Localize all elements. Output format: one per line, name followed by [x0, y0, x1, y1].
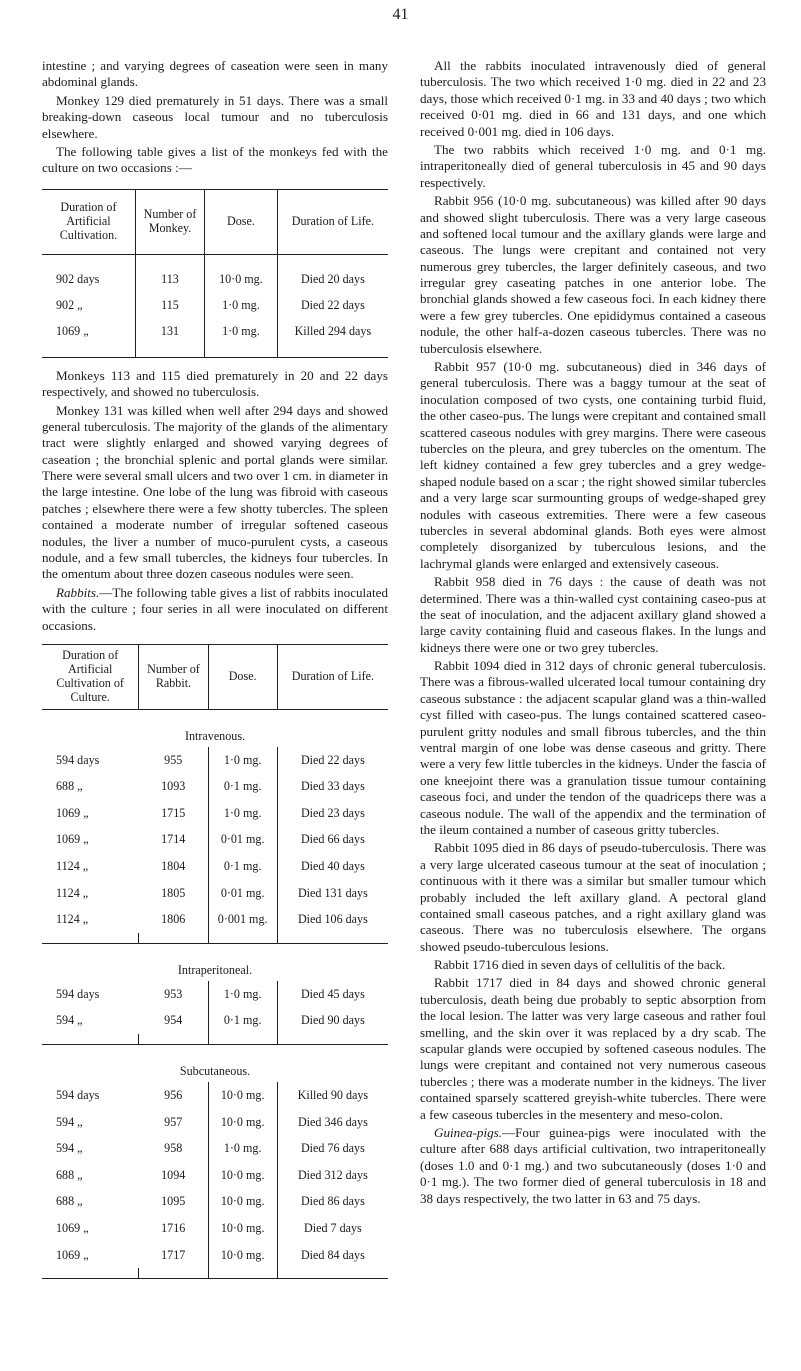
- cell-life: Died 33 days: [300, 779, 365, 794]
- section-title: Intravenous.: [184, 728, 246, 743]
- column-header: Dose.: [205, 189, 278, 254]
- table-row: [42, 827, 388, 854]
- cell-dose: 10·0 mg.: [208, 1242, 277, 1269]
- cell-number: 957: [139, 1109, 208, 1136]
- paragraph: Monkeys 113 and 115 died prematurely in 20 and 22 days respectively, and showed no tuberculosis.: [42, 367, 388, 400]
- cell-dose: 10·0 mg.: [208, 1082, 277, 1109]
- table-row: [42, 880, 388, 907]
- table-row: [42, 853, 388, 880]
- cell-number: 1715: [139, 800, 208, 827]
- cell-dose: 1·0 mg.: [208, 800, 277, 827]
- column-header: Dose.: [208, 644, 277, 709]
- table-row: [42, 1008, 388, 1035]
- table-row: 902 days 113 10·0 mg. Died 20 days: [42, 267, 388, 293]
- paragraph: The two rabbits which received 1·0 mg. and 0·1 mg. intraperitoneally died of general tuberculosis in 45 and 90 days respectively.: [420, 141, 766, 190]
- cell-number: 1095: [139, 1189, 208, 1216]
- cell-life: Died 346 days: [297, 1114, 368, 1129]
- table-row: [42, 774, 388, 801]
- cell-duration: 594 days: [56, 1088, 100, 1103]
- cell-duration: 688 „: [56, 779, 83, 794]
- cell-dose: 0·1 mg.: [208, 1008, 277, 1035]
- column-header: Number of Rabbit.: [139, 644, 208, 709]
- cell-life: Died 76 days: [300, 1141, 365, 1156]
- paragraph: Rabbit 1095 died in 86 days of pseudo-tuberculosis. There was a very large ulcerated caseous tumour at the seat of inoculation ; continuous with it there was a similar but smaller tumour which probably included the left axillary gland. A pectoral gland contained small caseous patches, and a right axillary gland was caseous. There was no tuberculosis elsewhere. The organs showed pseudo-tuberculous lesions.: [420, 840, 766, 954]
- cell-dose: 0·1 mg.: [208, 774, 277, 801]
- table-row: [42, 1162, 388, 1189]
- rabbit-table: [42, 644, 388, 1280]
- section-title: Subcutaneous.: [42, 1045, 388, 1083]
- section-label: Rabbits.: [56, 584, 100, 600]
- section-title: Intraperitoneal.: [42, 944, 388, 982]
- cell-life: Died 84 days: [300, 1247, 365, 1262]
- cell-duration: 1124 „: [56, 912, 89, 927]
- paragraph: All the rabbits inoculated intravenously died of general tuberculosis. The two which received 1·0 mg. died in 22 and 23 days, those which received 0·1 mg. in 33 and 40 days ; two which received 0·01 mg. died in 66 and 131 days, and one which received 0·001 mg. died in 106 days.: [420, 58, 766, 139]
- cell-duration: 594 days: [56, 986, 100, 1001]
- paragraph: intestine ; and varying degrees of caseation were seen in many abdominal glands.: [42, 58, 388, 90]
- cell-dose: 0·1 mg.: [208, 853, 277, 880]
- cell-duration: 594 „: [56, 1013, 83, 1028]
- cell-duration: 688 „: [56, 1167, 83, 1182]
- paragraph: Rabbit 957 (10·0 mg. subcutaneous) died in 346 days of general tuberculosis. There was a baggy tumour at the seat of inoculation composed of two cysts, one containing turbid fluid, the other caseo-pus. The lungs were crepitant and contained small scattered caseous nodules with grey margins. There were caseous tubercles on the pleura, and grey tubercles on the omentum. The left kidney contained a few grey tubercles and a grey wedge-shaped nodule based on a scar ; the right showed similar tubercles and a very large scar surmounting groups of wedge-shaped grey nodules with caseous extremities. There were a few caseous tubercles in several abdominal glands. Both eyes were almost completely disorganized by tuberculous lesions, and the lachrymal glands were enlarged and extensively caseous.: [420, 359, 766, 571]
- table-row: [42, 1215, 388, 1242]
- table-row: [42, 1109, 388, 1136]
- cell-number: 1093: [139, 774, 208, 801]
- page-number: 41: [392, 6, 409, 23]
- table-row: [42, 747, 388, 774]
- cell-dose: 1·0 mg.: [208, 747, 277, 774]
- paragraph: Rabbit 958 died in 76 days : the cause of death was not determined. There was a thin-walled cyst containing caseo-pus at the seat of inoculation, and the adjacent axillary gland showed a large cavity containing fluid and caseous flakes. In the lungs and kidneys there were one or two grey tubercles.: [420, 574, 766, 655]
- cell-dose: 0·001 mg.: [208, 907, 277, 934]
- cell-duration: 594 „: [56, 1114, 83, 1129]
- cell-life: Died 106 days: [297, 912, 368, 927]
- cell-number: 1094: [139, 1162, 208, 1189]
- cell-number: 954: [139, 1008, 208, 1035]
- cell-life: Died 22 days: [300, 752, 365, 767]
- cell-number: 956: [139, 1082, 208, 1109]
- cell-duration: 1124 „: [56, 885, 89, 900]
- cell-life: Died 66 days: [300, 832, 365, 847]
- paragraph: Rabbit 956 (10·0 mg. subcutaneous) was killed after 90 days and showed slight tuberculosis. There was a very large caseous and softened local tumour and the axillary glands were large and caseous. The lungs were crepitant and contained not very numerous grey tubercles, the larger definitely caseous, and two irregular grey caseating patches in one anterior lobe. The bronchial glands showed a few caseous foci. In each kidney there were a few grey tubercles. One epididymus contained a caseous nodule, the other half-a-dozen caseous tubercles. There was no tuberculosis elsewhere.: [420, 193, 766, 356]
- cell-number: 1717: [139, 1242, 208, 1269]
- cell-number: 953: [139, 981, 208, 1008]
- table-row: [42, 1242, 388, 1269]
- table-row: [42, 1082, 388, 1109]
- paragraph: Monkey 131 was killed when well after 294 days and showed general tuberculosis. The majority of the glands of the alimentary tract were slightly enlarged and showed varying degrees of caseation ; the bronchial splenic and portal glands were similar. There were several small ulcers and two over 1 cm. in diameter in the large intestine. One lobe of the lung was fibroid with caseous patches ; elsewhere there were a few shotty tubercles. The spleen contained a moderate number of irregular softened caseous nodules, the liver a number of muco-purulent cysts, a caseous nodule, and a few small tubercles, the kidneys four tubercles. In the omentum about three dozen caseous nodules were seen.: [42, 402, 388, 582]
- paragraph: Monkey 129 died prematurely in 51 days. There was a small breaking-down caseous local tumour and no tuberculosis elsewhere.: [42, 92, 388, 141]
- cell-dose: 1·0 mg.: [208, 981, 277, 1008]
- cell-dose: 1·0 mg.: [208, 1136, 277, 1163]
- cell-life: Died 23 days: [300, 805, 365, 820]
- monkey-table: [42, 189, 388, 358]
- column-header: Duration of Life.: [277, 644, 388, 709]
- table-row: [42, 907, 388, 934]
- cell-duration: 1124 „: [56, 859, 89, 874]
- cell-dose: 0·01 mg.: [208, 880, 277, 907]
- cell-life: Died 86 days: [300, 1194, 365, 1209]
- cell-dose: 0·01 mg.: [208, 827, 277, 854]
- table-row: [42, 800, 388, 827]
- cell-life: Died 312 days: [297, 1167, 368, 1182]
- left-column: [42, 58, 388, 1279]
- cell-number: 1804: [139, 853, 208, 880]
- section-label: Guinea-pigs.: [434, 1125, 503, 1140]
- cell-life: Died 90 days: [300, 1013, 365, 1028]
- column-header: Duration of Artificial Cultivation.: [42, 189, 135, 254]
- cell-duration: 1069 „: [56, 1221, 89, 1236]
- paragraph: Rabbit 1717 died in 84 days and showed chronic general tuberculosis, death being due probably to septic absorption from the local lesion. The latter was very large caseous and rather foul smelling, and the skin over it was replaced by a dry scab. The scapular glands were occupied by softened caseous nodules. The lungs were crepitant and contained not very numerous caseous tubercles ; there was a moderate number in the kidneys. The liver contained sparsely scattered greyish-white tubercles. There were a few caseous tubercles in the mesentery and meso-colon.: [420, 975, 766, 1122]
- cell-life: Died 131 days: [297, 885, 368, 900]
- cell-duration: 1069 „: [56, 805, 89, 820]
- paragraph: Guinea-pigs.—Four guinea-pigs were inoculated with the culture after 688 days artificial cultivation, two intraperitoneally (doses 1.0 and 0·1 mg.) and two subcutaneously (doses 1·0 and 0·1 mg.). The two former died of general tuberculosis in 18 and 38 days respectively, the two latter in 63 and 75 days.: [420, 1125, 766, 1206]
- column-header: Duration of Life.: [277, 189, 388, 254]
- cell-number: 955: [139, 747, 208, 774]
- cell-duration: 688 „: [56, 1194, 83, 1209]
- cell-dose: 10·0 mg.: [208, 1109, 277, 1136]
- paragraph: Rabbits.—The following table gives a list of rabbits inoculated with the culture ; four series in all were inoculated on different occasions.: [42, 584, 388, 633]
- cell-dose: 10·0 mg.: [208, 1162, 277, 1189]
- right-column: [420, 58, 766, 1207]
- cell-duration: 594 days: [56, 752, 100, 767]
- table-row: [42, 1189, 388, 1216]
- cell-dose: 10·0 mg.: [208, 1189, 277, 1216]
- cell-number: 958: [139, 1136, 208, 1163]
- paragraph: The following table gives a list of the monkeys fed with the culture on two occasions :—: [42, 143, 388, 176]
- table-row: 902 „ 115 1·0 mg. Died 22 days: [42, 293, 388, 319]
- cell-duration: 1069 „: [56, 1247, 89, 1262]
- cell-dose: 10·0 mg.: [208, 1215, 277, 1242]
- paragraph: Rabbit 1716 died in seven days of cellulitis of the back.: [434, 957, 726, 973]
- cell-number: 1714: [139, 827, 208, 854]
- table-row: [42, 981, 388, 1008]
- cell-duration: 1069 „: [56, 832, 89, 847]
- cell-life: Killed 90 days: [297, 1088, 369, 1103]
- paragraph: Rabbit 1094 died in 312 days of chronic general tuberculosis. There was a fibrous-walled ulcerated local tumour containing dry caseous substance : the adjacent scapular gland was a thin-walled cyst filled with caseo-pus. The lungs contained scattered caseo-purulent gritty nodules and small fibrous tubercles, and the thin ventral margin of one lobe was dense caseous and gritty. There were a very few little tubercles in the kidneys. Under the fascia of one kneejoint there was a granulation tissue tumour containing caseous foci, and under the tendon of the quadriceps there was a caseous nodule. The wall of the appendix and the termination of the ileum contained a number of caseous gritty tubercles.: [420, 658, 766, 837]
- cell-duration: 594 „: [56, 1141, 83, 1156]
- table-row: [42, 1136, 388, 1163]
- cell-life: Died 45 days: [300, 986, 365, 1001]
- cell-number: 1806: [139, 907, 208, 934]
- cell-number: 1805: [139, 880, 208, 907]
- cell-number: 1716: [139, 1215, 208, 1242]
- cell-life: Died 40 days: [300, 859, 365, 874]
- column-header: Duration of Artificial Cultivation of Culture.: [42, 644, 139, 709]
- column-header: Number of Monkey.: [135, 189, 204, 254]
- table-row: 1069 „ 131 1·0 mg. Killed 294 days: [42, 319, 388, 345]
- cell-life: Died 7 days: [303, 1221, 362, 1236]
